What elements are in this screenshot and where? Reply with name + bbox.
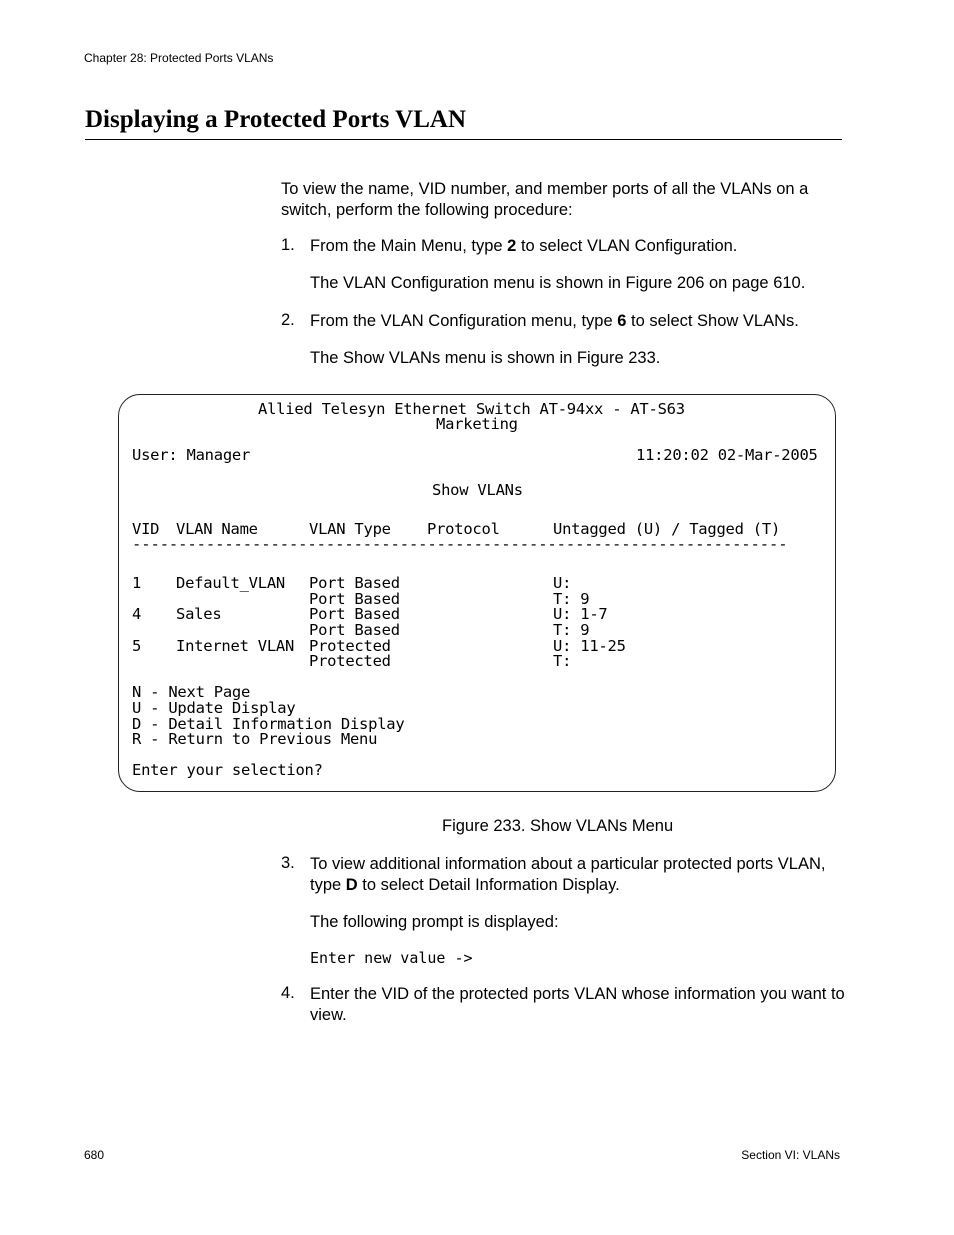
step-3-text: To view additional information about a particular protected ports VLAN, type D to select Detail Information Display. — [310, 855, 826, 894]
step-1-text: From the Main Menu, type 2 to select VLAN Configuration. — [310, 237, 738, 255]
row-3-type: Port Based — [309, 605, 400, 623]
col-ports: Untagged (U) / Tagged (T) — [553, 520, 781, 538]
step-3-note: The following prompt is displayed: — [310, 913, 559, 931]
screen-menu-title: Show VLANs — [432, 481, 523, 499]
option-detail-info: D - Detail Information Display — [132, 715, 405, 733]
row-3-name: Sales — [176, 605, 222, 623]
step-2-number: 2. — [281, 311, 295, 329]
screen-title: Allied Telesyn Ethernet Switch AT-94xx - AT-S63 — [258, 400, 685, 418]
step-3-key: D — [345, 876, 358, 894]
code-prompt: Enter new value -> — [310, 949, 473, 967]
row-1-name: Default_VLAN — [176, 574, 285, 592]
row-1-vid: 1 — [132, 574, 142, 592]
page-number: 680 — [84, 1148, 105, 1162]
row-5-name: Internet VLAN — [176, 637, 295, 655]
row-3-vid: 4 — [132, 605, 142, 623]
row-5-type: Protected — [309, 637, 391, 655]
row-1-ports: U: — [553, 574, 572, 592]
step-2-text: From the VLAN Configuration menu, type 6 to select Show VLANs. — [310, 312, 799, 330]
chapter-header: Chapter 28: Protected Ports VLANs — [84, 51, 274, 65]
row-1-type: Port Based — [309, 574, 400, 592]
screen-user: User: Manager — [132, 446, 251, 464]
figure-caption: Figure 233. Show VLANs Menu — [442, 817, 674, 835]
screen-subtitle: Marketing — [436, 415, 518, 433]
step-4-text: Enter the VID of the protected ports VLAN whose information you want to view. — [310, 985, 845, 1024]
screen-prompt: Enter your selection? — [132, 761, 323, 779]
screen-datetime: 11:20:02 02-Mar-2005 — [636, 446, 818, 464]
terminal-screen — [118, 394, 836, 792]
section-title: Displaying a Protected Ports VLAN — [85, 106, 466, 133]
row-6-type: Protected — [309, 652, 391, 670]
row-5-ports: U: 11-25 — [553, 637, 626, 655]
row-3-ports: U: 1-7 — [553, 605, 608, 623]
step-1-note: The VLAN Configuration menu is shown in Figure 206 on page 610. — [310, 274, 806, 292]
col-vlan-type: VLAN Type — [309, 520, 391, 538]
row-4-type: Port Based — [309, 621, 400, 639]
step-1-number: 1. — [281, 236, 295, 254]
col-vlan-name: VLAN Name — [176, 520, 258, 538]
title-rule — [85, 139, 842, 140]
step-2-note: The Show VLANs menu is shown in Figure 233. — [310, 349, 661, 367]
option-return: R - Return to Previous Menu — [132, 730, 378, 748]
row-6-ports: T: — [553, 652, 572, 670]
footer-section: Section VI: VLANs — [741, 1148, 840, 1162]
option-next-page: N - Next Page — [132, 683, 251, 701]
screen-separator: ----------------------------------------------------------------------- — [132, 535, 788, 553]
row-2-ports: T: 9 — [553, 590, 590, 608]
step-1-key: 2 — [507, 237, 517, 255]
col-vid: VID — [132, 520, 160, 538]
row-4-ports: T: 9 — [553, 621, 590, 639]
intro-paragraph: To view the name, VID number, and member ports of all the VLANs on a switch, perform the following procedure: — [281, 180, 809, 219]
step-4-number: 4. — [281, 984, 295, 1002]
row-2-type: Port Based — [309, 590, 400, 608]
row-5-vid: 5 — [132, 637, 142, 655]
col-protocol: Protocol — [427, 520, 500, 538]
step-2-key: 6 — [617, 312, 627, 330]
option-update-display: U - Update Display — [132, 699, 296, 717]
step-3-number: 3. — [281, 854, 295, 872]
